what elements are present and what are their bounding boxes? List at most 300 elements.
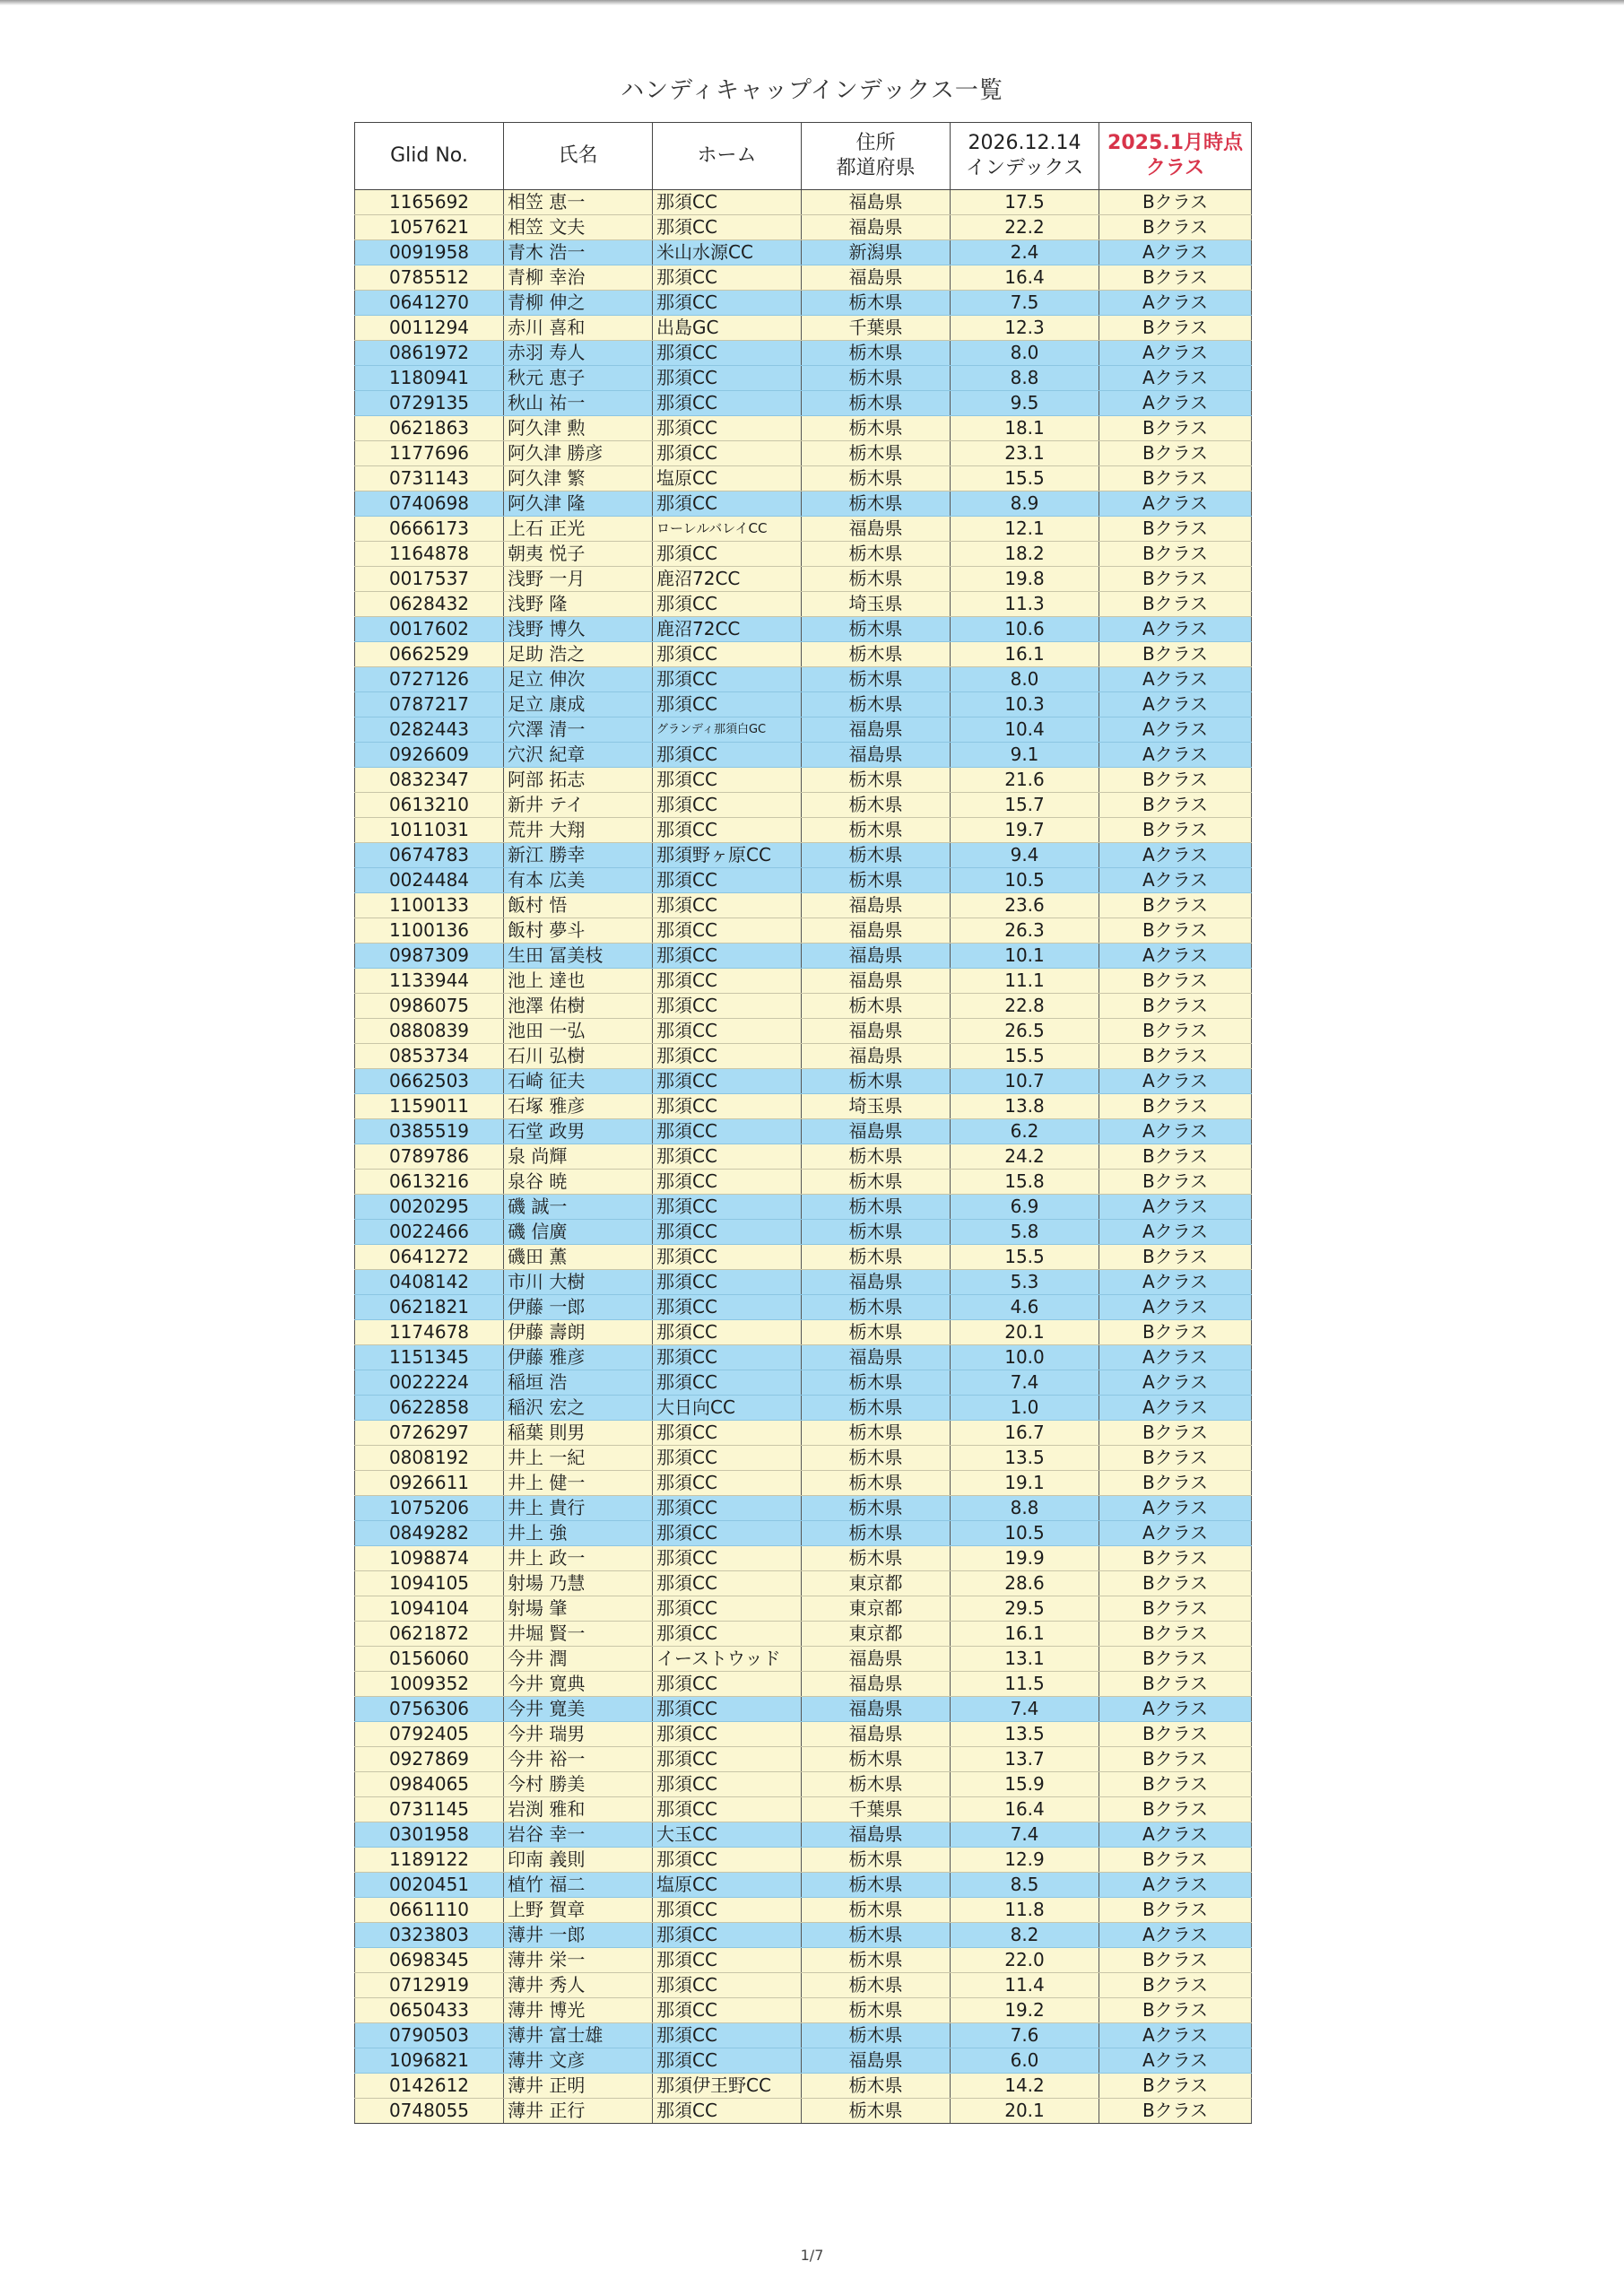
glid-no-cell: 0323803 (355, 1923, 504, 1948)
table-row (355, 341, 1252, 366)
prefecture-cell: 栃木県 (802, 1069, 951, 1094)
index-cell: 10.5 (951, 1521, 1099, 1546)
table-row (355, 969, 1252, 994)
name-cell: 飯村 悟 (504, 893, 653, 918)
prefecture-cell: 福島県 (802, 1270, 951, 1295)
name-cell: 薄井 一郎 (504, 1923, 653, 1948)
name-cell: 足助 浩之 (504, 642, 653, 667)
name-cell: 今井 寛典 (504, 1672, 653, 1697)
table-row (355, 1270, 1252, 1295)
class-cell: Aクラス (1099, 240, 1252, 265)
prefecture-cell: 福島県 (802, 1019, 951, 1044)
class-cell: Aクラス (1099, 1822, 1252, 1848)
table-row (355, 1170, 1252, 1195)
home-cell: 出島GC (653, 316, 802, 341)
glid-no-cell: 1009352 (355, 1672, 504, 1697)
index-cell: 22.0 (951, 1948, 1099, 1973)
class-cell: Bクラス (1099, 1094, 1252, 1119)
table-row (355, 994, 1252, 1019)
index-cell: 6.9 (951, 1195, 1099, 1220)
table-row (355, 1119, 1252, 1144)
home-cell: 那須CC (653, 1220, 802, 1245)
table-row (355, 1094, 1252, 1119)
index-cell: 8.8 (951, 366, 1099, 391)
prefecture-cell: 栃木県 (802, 2023, 951, 2048)
index-cell: 6.0 (951, 2048, 1099, 2074)
home-cell: 那須CC (653, 768, 802, 793)
class-cell: Bクラス (1099, 1571, 1252, 1596)
glid-no-cell: 0282443 (355, 718, 504, 743)
name-cell: 岩谷 幸一 (504, 1822, 653, 1848)
class-cell: Bクラス (1099, 1446, 1252, 1471)
name-cell: 足立 伸次 (504, 667, 653, 692)
index-cell: 19.2 (951, 1998, 1099, 2023)
prefecture-cell: 福島県 (802, 718, 951, 743)
home-cell: 那須CC (653, 291, 802, 316)
home-cell: 那須CC (653, 667, 802, 692)
home-cell: 那須CC (653, 1898, 802, 1923)
prefecture-cell: 栃木県 (802, 391, 951, 416)
home-cell: 那須CC (653, 1119, 802, 1144)
home-cell: 那須CC (653, 1747, 802, 1772)
prefecture-cell: 埼玉県 (802, 1094, 951, 1119)
class-cell: Bクラス (1099, 2074, 1252, 2099)
home-cell: 那須CC (653, 1546, 802, 1571)
class-cell: Aクラス (1099, 1195, 1252, 1220)
glid-no-cell: 1094104 (355, 1596, 504, 1622)
name-cell: 阿久津 勲 (504, 416, 653, 441)
glid-no-cell: 1075206 (355, 1496, 504, 1521)
prefecture-cell: 栃木県 (802, 466, 951, 491)
home-cell: 那須CC (653, 1923, 802, 1948)
name-cell: 射場 乃慧 (504, 1571, 653, 1596)
glid-no-cell: 0661110 (355, 1898, 504, 1923)
table-row (355, 1421, 1252, 1446)
index-cell: 16.4 (951, 1797, 1099, 1822)
home-cell: 大日向CC (653, 1396, 802, 1421)
home-cell: 那須CC (653, 868, 802, 893)
glid-no-cell: 0740698 (355, 491, 504, 517)
prefecture-cell: 福島県 (802, 743, 951, 768)
table-row (355, 1923, 1252, 1948)
home-cell: 那須CC (653, 1948, 802, 1973)
glid-no-cell: 0641270 (355, 291, 504, 316)
index-cell: 1.0 (951, 1396, 1099, 1421)
table-row (355, 1571, 1252, 1596)
prefecture-cell: 福島県 (802, 1647, 951, 1672)
glid-no-cell: 0662529 (355, 642, 504, 667)
home-cell: 那須CC (653, 1446, 802, 1471)
home-cell: 那須CC (653, 1697, 802, 1722)
class-cell: Aクラス (1099, 944, 1252, 969)
prefecture-cell: 栃木県 (802, 1948, 951, 1973)
home-cell: 那須CC (653, 1998, 802, 2023)
class-cell: Bクラス (1099, 1647, 1252, 1672)
prefecture-cell: 栃木県 (802, 1546, 951, 1571)
page-number: 1/7 (800, 2247, 824, 2264)
glid-no-cell: 0385519 (355, 1119, 504, 1144)
class-cell: Aクラス (1099, 843, 1252, 868)
table-row (355, 517, 1252, 542)
table-row (355, 542, 1252, 567)
prefecture-cell: 福島県 (802, 969, 951, 994)
index-cell: 7.4 (951, 1370, 1099, 1396)
table-row (355, 1069, 1252, 1094)
prefecture-cell: 栃木県 (802, 1848, 951, 1873)
glid-no-cell: 0674783 (355, 843, 504, 868)
home-cell: 那須CC (653, 743, 802, 768)
home-cell: 那須CC (653, 1496, 802, 1521)
prefecture-cell: 千葉県 (802, 1797, 951, 1822)
name-cell: 井上 政一 (504, 1546, 653, 1571)
name-cell: 浅野 隆 (504, 592, 653, 617)
prefecture-cell: 栃木県 (802, 868, 951, 893)
name-cell: 磯 誠一 (504, 1195, 653, 1220)
glid-no-cell: 0666173 (355, 517, 504, 542)
prefecture-cell: 福島県 (802, 215, 951, 240)
index-cell: 12.9 (951, 1848, 1099, 1873)
class-cell: Aクラス (1099, 1496, 1252, 1521)
name-cell: 薄井 文彦 (504, 2048, 653, 2074)
table-row (355, 265, 1252, 291)
class-cell: Bクラス (1099, 642, 1252, 667)
class-cell: Bクラス (1099, 1044, 1252, 1069)
index-cell: 13.8 (951, 1094, 1099, 1119)
table-row (355, 743, 1252, 768)
table-row (355, 1521, 1252, 1546)
class-cell: Aクラス (1099, 1873, 1252, 1898)
glid-no-cell: 0926609 (355, 743, 504, 768)
class-cell: Bクラス (1099, 215, 1252, 240)
prefecture-cell: 栃木県 (802, 441, 951, 466)
home-cell: 那須CC (653, 1622, 802, 1647)
glid-no-cell: 1100136 (355, 918, 504, 944)
table-row (355, 1697, 1252, 1722)
name-cell: 井堀 賢一 (504, 1622, 653, 1647)
name-cell: 青柳 幸治 (504, 265, 653, 291)
name-cell: 朝夷 悦子 (504, 542, 653, 567)
name-cell: 今井 瑞男 (504, 1722, 653, 1747)
table-row (355, 291, 1252, 316)
class-cell: Bクラス (1099, 466, 1252, 491)
index-cell: 22.2 (951, 215, 1099, 240)
prefecture-cell: 福島県 (802, 2048, 951, 2074)
header-index: 2026.12.14 インデックス (951, 123, 1099, 190)
glid-no-cell: 0142612 (355, 2074, 504, 2099)
class-cell: Aクラス (1099, 1220, 1252, 1245)
class-cell: Bクラス (1099, 893, 1252, 918)
name-cell: 相笠 文夫 (504, 215, 653, 240)
glid-no-cell: 0022224 (355, 1370, 504, 1396)
index-cell: 19.8 (951, 567, 1099, 592)
glid-no-cell: 0853734 (355, 1044, 504, 1069)
name-cell: 阿久津 繁 (504, 466, 653, 491)
glid-no-cell: 0986075 (355, 994, 504, 1019)
index-cell: 26.3 (951, 918, 1099, 944)
glid-no-cell: 0792405 (355, 1722, 504, 1747)
name-cell: 生田 冨美枝 (504, 944, 653, 969)
glid-no-cell: 0748055 (355, 2099, 504, 2124)
home-cell: 那須野ヶ原CC (653, 843, 802, 868)
prefecture-cell: 千葉県 (802, 316, 951, 341)
home-cell: 那須CC (653, 1094, 802, 1119)
prefecture-cell: 栃木県 (802, 1471, 951, 1496)
name-cell: 薄井 秀人 (504, 1973, 653, 1998)
class-cell: Bクラス (1099, 1898, 1252, 1923)
class-cell: Aクラス (1099, 391, 1252, 416)
name-cell: 有本 広美 (504, 868, 653, 893)
table-row (355, 1797, 1252, 1822)
class-cell: Bクラス (1099, 567, 1252, 592)
class-cell: Bクラス (1099, 2099, 1252, 2124)
prefecture-cell: 福島県 (802, 265, 951, 291)
table-row (355, 1622, 1252, 1647)
class-cell: Bクラス (1099, 1019, 1252, 1044)
index-cell: 16.1 (951, 1622, 1099, 1647)
name-cell: 荒井 大翔 (504, 818, 653, 843)
index-cell: 12.1 (951, 517, 1099, 542)
name-cell: 飯村 夢斗 (504, 918, 653, 944)
glid-no-cell: 0926611 (355, 1471, 504, 1496)
home-cell: 那須CC (653, 1170, 802, 1195)
table-row (355, 1898, 1252, 1923)
name-cell: 相笠 恵一 (504, 190, 653, 215)
header-class: 2025.1月時点 クラス (1099, 123, 1252, 190)
class-cell: Aクラス (1099, 1923, 1252, 1948)
table-row (355, 1496, 1252, 1521)
page-title: ハンディキャップインデックス一覧 (621, 77, 1003, 104)
glid-no-cell: 1100133 (355, 893, 504, 918)
home-cell: 那須CC (653, 893, 802, 918)
class-cell: Aクラス (1099, 1345, 1252, 1370)
glid-no-cell: 1159011 (355, 1094, 504, 1119)
prefecture-cell: 栃木県 (802, 1245, 951, 1270)
table-row (355, 1973, 1252, 1998)
table-row (355, 2048, 1252, 2074)
home-cell: ローレルバレイCC (653, 517, 802, 542)
index-cell: 7.6 (951, 2023, 1099, 2048)
prefecture-cell: 福島県 (802, 1044, 951, 1069)
prefecture-cell: 栃木県 (802, 341, 951, 366)
home-cell: 那須CC (653, 1295, 802, 1320)
glid-no-cell: 0927869 (355, 1747, 504, 1772)
prefecture-cell: 栃木県 (802, 1195, 951, 1220)
class-cell: Bクラス (1099, 768, 1252, 793)
glid-no-cell: 1133944 (355, 969, 504, 994)
name-cell: 磯 信廣 (504, 1220, 653, 1245)
header-name: 氏名 (504, 123, 653, 190)
table-row (355, 190, 1252, 215)
home-cell: 那須CC (653, 366, 802, 391)
prefecture-cell: 栃木県 (802, 994, 951, 1019)
prefecture-cell: 栃木県 (802, 768, 951, 793)
table-row (355, 1747, 1252, 1772)
index-cell: 19.9 (951, 1546, 1099, 1571)
index-cell: 10.5 (951, 868, 1099, 893)
home-cell: 那須CC (653, 1144, 802, 1170)
name-cell: 石川 弘樹 (504, 1044, 653, 1069)
glid-no-cell: 0698345 (355, 1948, 504, 1973)
class-cell: Bクラス (1099, 441, 1252, 466)
name-cell: 阿久津 隆 (504, 491, 653, 517)
glid-no-cell: 0880839 (355, 1019, 504, 1044)
name-cell: 伊藤 一郎 (504, 1295, 653, 1320)
home-cell: イーストウッド (653, 1647, 802, 1672)
table-row (355, 768, 1252, 793)
class-cell: Aクラス (1099, 2048, 1252, 2074)
table-row (355, 1370, 1252, 1396)
glid-no-cell: 0301958 (355, 1822, 504, 1848)
prefecture-cell: 栃木県 (802, 1170, 951, 1195)
table-row (355, 1019, 1252, 1044)
name-cell: 今井 裕一 (504, 1747, 653, 1772)
name-cell: 青木 浩一 (504, 240, 653, 265)
index-cell: 26.5 (951, 1019, 1099, 1044)
glid-no-cell: 1098874 (355, 1546, 504, 1571)
class-cell: Bクラス (1099, 1672, 1252, 1697)
index-cell: 6.2 (951, 1119, 1099, 1144)
name-cell: 赤羽 寿人 (504, 341, 653, 366)
prefecture-cell: 福島県 (802, 918, 951, 944)
name-cell: 秋山 祐一 (504, 391, 653, 416)
glid-no-cell: 1096821 (355, 2048, 504, 2074)
home-cell: 那須CC (653, 1596, 802, 1622)
prefecture-cell: 福島県 (802, 893, 951, 918)
class-cell: Bクラス (1099, 1747, 1252, 1772)
class-cell: Aクラス (1099, 692, 1252, 718)
home-cell: 那須CC (653, 944, 802, 969)
home-cell: 那須CC (653, 1722, 802, 1747)
home-cell: 鹿沼72CC (653, 617, 802, 642)
glid-no-cell: 1094105 (355, 1571, 504, 1596)
prefecture-cell: 栃木県 (802, 366, 951, 391)
home-cell: 那須CC (653, 1345, 802, 1370)
index-cell: 4.6 (951, 1295, 1099, 1320)
table-row (355, 1873, 1252, 1898)
index-cell: 5.3 (951, 1270, 1099, 1295)
class-cell: Aクラス (1099, 743, 1252, 768)
class-cell: Aクラス (1099, 868, 1252, 893)
index-cell: 13.1 (951, 1647, 1099, 1672)
home-cell: 那須CC (653, 341, 802, 366)
index-cell: 8.8 (951, 1496, 1099, 1521)
home-cell: 那須CC (653, 1421, 802, 1446)
table-row (355, 918, 1252, 944)
index-cell: 9.4 (951, 843, 1099, 868)
glid-no-cell: 0662503 (355, 1069, 504, 1094)
glid-no-cell: 0613216 (355, 1170, 504, 1195)
glid-no-cell: 0787217 (355, 692, 504, 718)
class-cell: Bクラス (1099, 190, 1252, 215)
table-row (355, 1446, 1252, 1471)
glid-no-cell: 1165692 (355, 190, 504, 215)
prefecture-cell: 東京都 (802, 1571, 951, 1596)
class-cell: Bクラス (1099, 316, 1252, 341)
index-cell: 7.4 (951, 1697, 1099, 1722)
class-cell: Bクラス (1099, 818, 1252, 843)
table-row (355, 893, 1252, 918)
table-row (355, 1772, 1252, 1797)
home-cell: 那須CC (653, 1973, 802, 1998)
name-cell: 新江 勝幸 (504, 843, 653, 868)
prefecture-cell: 新潟県 (802, 240, 951, 265)
table-row (355, 843, 1252, 868)
home-cell: 那須CC (653, 793, 802, 818)
class-cell: Aクラス (1099, 667, 1252, 692)
name-cell: 井上 一紀 (504, 1446, 653, 1471)
prefecture-cell: 栃木県 (802, 491, 951, 517)
glid-no-cell: 0785512 (355, 265, 504, 291)
class-cell: Bクラス (1099, 1948, 1252, 1973)
name-cell: 今村 勝美 (504, 1772, 653, 1797)
class-cell: Bクラス (1099, 517, 1252, 542)
prefecture-cell: 栃木県 (802, 1747, 951, 1772)
index-cell: 7.5 (951, 291, 1099, 316)
prefecture-cell: 栃木県 (802, 291, 951, 316)
name-cell: 石崎 征夫 (504, 1069, 653, 1094)
class-cell: Aクラス (1099, 341, 1252, 366)
glid-no-cell: 0832347 (355, 768, 504, 793)
table-row (355, 944, 1252, 969)
home-cell: 那須CC (653, 1320, 802, 1345)
table-row (355, 1672, 1252, 1697)
class-cell: Aクラス (1099, 1697, 1252, 1722)
home-cell: 那須CC (653, 215, 802, 240)
index-cell: 16.4 (951, 265, 1099, 291)
home-cell: 那須CC (653, 1270, 802, 1295)
table-row (355, 491, 1252, 517)
glid-no-cell: 0789786 (355, 1144, 504, 1170)
header-prefecture: 住所 都道府県 (802, 123, 951, 190)
home-cell: 那須CC (653, 1245, 802, 1270)
index-cell: 15.5 (951, 1044, 1099, 1069)
home-cell: 那須CC (653, 391, 802, 416)
class-cell: Bクラス (1099, 265, 1252, 291)
class-cell: Bクラス (1099, 1596, 1252, 1622)
name-cell: 池上 達也 (504, 969, 653, 994)
class-cell: Bクラス (1099, 1421, 1252, 1446)
glid-no-cell: 0628432 (355, 592, 504, 617)
name-cell: 穴沢 紀章 (504, 743, 653, 768)
class-cell: Bクラス (1099, 969, 1252, 994)
index-cell: 29.5 (951, 1596, 1099, 1622)
index-cell: 10.1 (951, 944, 1099, 969)
prefecture-cell: 福島県 (802, 1697, 951, 1722)
class-cell: Aクラス (1099, 1370, 1252, 1396)
name-cell: 井上 強 (504, 1521, 653, 1546)
glid-no-cell: 0024484 (355, 868, 504, 893)
table-row (355, 617, 1252, 642)
index-cell: 21.6 (951, 768, 1099, 793)
name-cell: 薄井 博光 (504, 1998, 653, 2023)
prefecture-cell: 栃木県 (802, 1320, 951, 1345)
home-cell: 那須CC (653, 969, 802, 994)
prefecture-cell: 栃木県 (802, 2099, 951, 2124)
home-cell: 那須CC (653, 491, 802, 517)
home-cell: 那須CC (653, 1571, 802, 1596)
prefecture-cell: 福島県 (802, 1119, 951, 1144)
table-row (355, 416, 1252, 441)
table-row (355, 316, 1252, 341)
prefecture-cell: 栃木県 (802, 1521, 951, 1546)
class-cell: Bクラス (1099, 1973, 1252, 1998)
glid-no-cell: 0731145 (355, 1797, 504, 1822)
name-cell: 石堂 政男 (504, 1119, 653, 1144)
index-cell: 11.8 (951, 1898, 1099, 1923)
class-cell: Aクラス (1099, 2023, 1252, 2048)
glid-no-cell: 0729135 (355, 391, 504, 416)
home-cell: 那須CC (653, 592, 802, 617)
